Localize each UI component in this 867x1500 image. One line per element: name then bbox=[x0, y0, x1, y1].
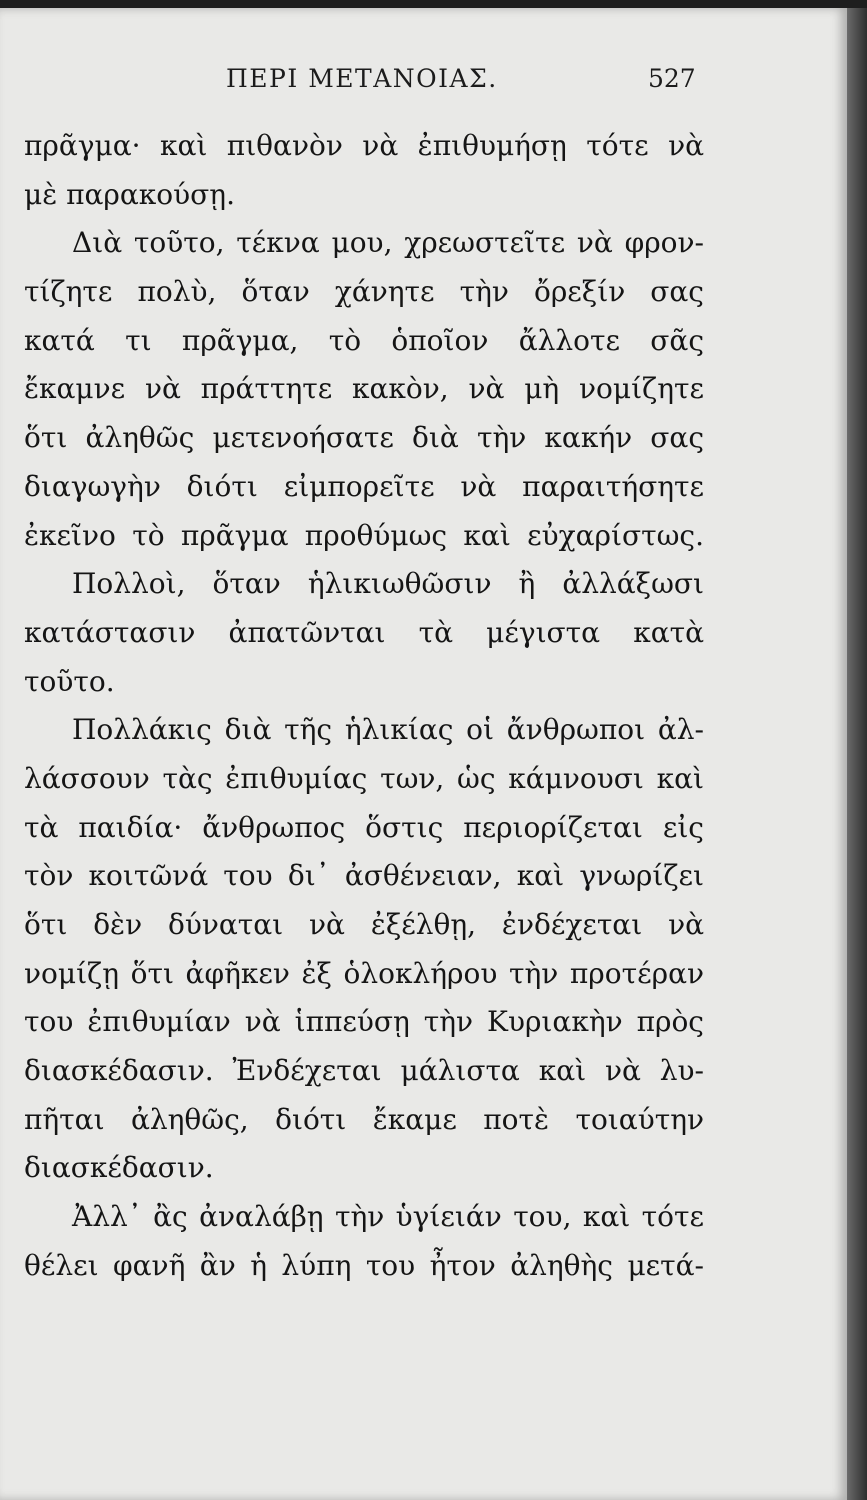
text-line: πρᾶγμα· καὶ πιθανὸν νὰ ἐπιθυμήσῃ τότε νὰ bbox=[24, 129, 704, 162]
page-number: 527 bbox=[648, 64, 696, 93]
text-line: θέλει φανῆ ἂν ἡ λύπη του ἦτον ἀληθὴς μετά- bbox=[24, 1248, 704, 1282]
text-line: ὅτι ἀληθῶς μετενοήσατε διὰ τὴν κακήν σας bbox=[24, 421, 704, 455]
text-line: ἔκαμνε νὰ πράττητε κακὸν, νὰ μὴ νομίζητε bbox=[24, 372, 704, 406]
text-line: τίζητε πολὺ, ὅταν χάνητε τὴν ὄρεξίν σας bbox=[24, 275, 704, 309]
text-line: μὲ παρακούσῃ. bbox=[24, 177, 235, 211]
text-line: ὅτι δὲν δύναται νὰ ἐξέλθῃ, ἐνδέχεται νὰ bbox=[24, 908, 704, 941]
text-line: τοῦτο. bbox=[24, 664, 115, 698]
text-line: λάσσουν τὰς ἐπιθυμίας των, ὡς κάμνουσι καὶ bbox=[24, 761, 704, 795]
text-line: κατά τι πρᾶγμα, τὸ ὁποῖον ἄλλοτε σᾶς bbox=[24, 323, 704, 357]
text-line: Διὰ τοῦτο, τέκνα μου, χρεωστεῖτε νὰ φρον- bbox=[72, 226, 704, 260]
running-title: ΠΕΡΙ ΜΕΤΑΝΟΙΑΣ. bbox=[226, 64, 498, 93]
body-text bbox=[24, 122, 704, 1291]
text-line: διασκέδασιν. bbox=[24, 1151, 214, 1185]
text-line: τὸν κοιτῶνά του δι᾽ ἀσθένειαν, καὶ γνωρίζει bbox=[24, 859, 704, 893]
text-line: ἐκεῖνο τὸ πρᾶγμα προθύμως καὶ εὐχαρίστως. bbox=[24, 518, 704, 552]
text-line: διασκέδασιν. Ἐνδέχεται μάλιστα καὶ νὰ λυ- bbox=[24, 1054, 704, 1088]
text-line: Πολλάκις διὰ τῆς ἡλικίας οἱ ἄνθρωποι ἀλ- bbox=[72, 713, 704, 747]
running-head bbox=[0, 64, 847, 104]
text-line: νομίζῃ ὅτι ἀφῆκεν ἐξ ὁλοκλήρου τὴν προτέραν bbox=[24, 956, 704, 990]
page-edge-shadow bbox=[847, 8, 867, 1500]
text-line: Πολλοὶ, ὅταν ἡλικιωθῶσιν ἢ ἀλλάξωσι bbox=[72, 567, 704, 601]
text-line: του ἐπιθυμίαν νὰ ἱππεύσῃ τὴν Κυριακὴν πρὸς bbox=[24, 1005, 704, 1039]
text-line: κατάστασιν ἀπατῶνται τὰ μέγιστα κατὰ bbox=[24, 615, 704, 649]
text-line: πῆται ἀληθῶς, διότι ἔκαμε ποτὲ τοιαύτην bbox=[24, 1102, 704, 1136]
book-page bbox=[0, 8, 847, 1500]
text-line: τὰ παιδία· ἄνθρωπος ὅστις περιορίζεται εἰς bbox=[24, 810, 704, 844]
text-line: Ἀλλ᾽ ἂς ἀναλάβῃ τὴν ὑγίειάν του, καὶ τότε bbox=[72, 1200, 704, 1234]
text-line: διαγωγὴν διότι εἰμπορεῖτε νὰ παραιτήσητε bbox=[24, 469, 704, 503]
